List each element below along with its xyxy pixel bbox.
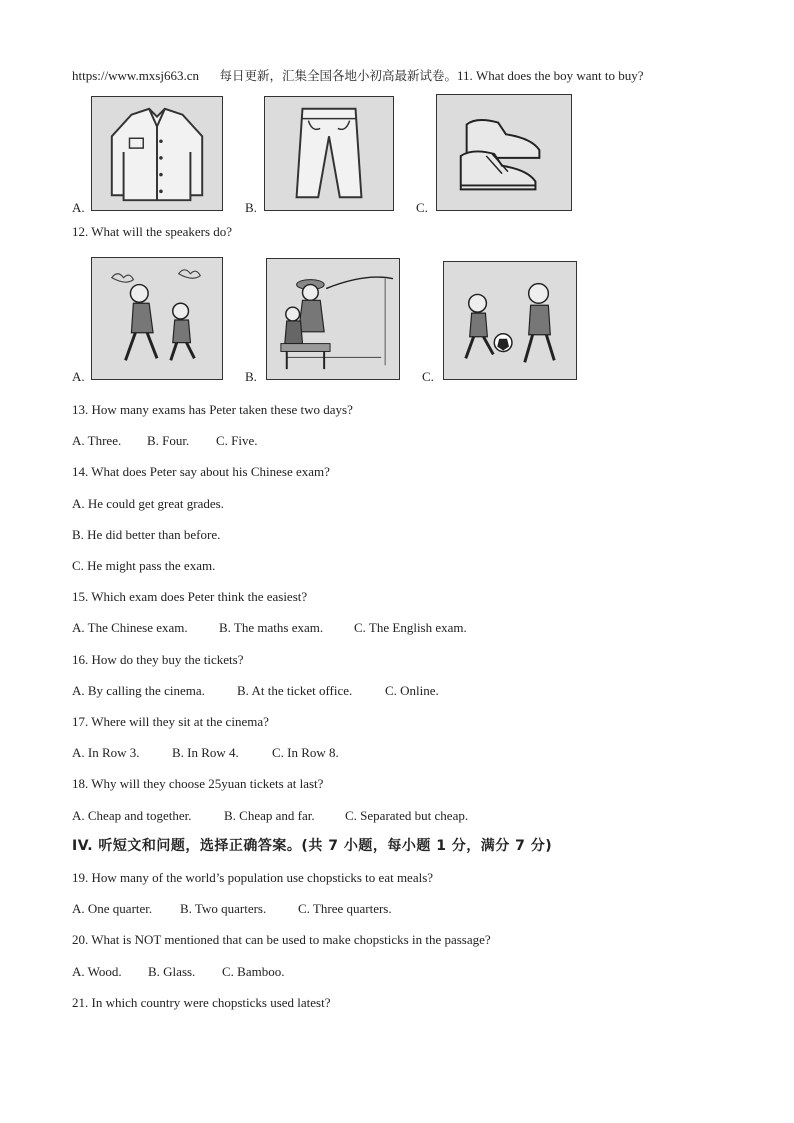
q13-option-b[interactable]: B. Four.	[147, 433, 190, 448]
question-20: 20. What is NOT mentioned that can be used to make chopsticks in the passage?	[72, 932, 491, 947]
question-13: 13. How many exams has Peter taken these two days?	[72, 402, 353, 417]
q12-option-a-letter: A.	[72, 369, 85, 384]
shoes-icon[interactable]	[436, 94, 572, 211]
shirt-icon[interactable]	[91, 96, 223, 211]
q16-option-a[interactable]: A. By calling the cinema.	[72, 683, 205, 698]
question-18: 18. Why will they choose 25yuan tickets at last?	[72, 776, 324, 791]
question-16: 16. How do they buy the tickets?	[72, 652, 244, 667]
q11-option-c-letter: C.	[416, 200, 428, 215]
q18-option-c[interactable]: C. Separated but cheap.	[345, 808, 469, 823]
question-15: 15. Which exam does Peter think the easiest?	[72, 589, 308, 604]
q15-option-b[interactable]: B. The maths exam.	[219, 620, 324, 635]
question-21: 21. In which country were chopsticks used latest?	[72, 995, 331, 1010]
q14-option-b[interactable]: B. He did better than before.	[72, 527, 221, 542]
football-players-icon[interactable]	[443, 261, 577, 380]
q20-option-b[interactable]: B. Glass.	[148, 964, 196, 979]
trousers-icon[interactable]	[264, 96, 394, 211]
q16-option-c[interactable]: C. Online.	[385, 683, 439, 698]
q17-option-c[interactable]: C. In Row 8.	[272, 745, 339, 760]
fishing-people-icon[interactable]	[266, 258, 400, 380]
q14-option-a[interactable]: A. He could get great grades.	[72, 496, 224, 511]
q13-option-a[interactable]: A. Three.	[72, 433, 122, 448]
q20-option-a[interactable]: A. Wood.	[72, 964, 122, 979]
q17-option-b[interactable]: B. In Row 4.	[172, 745, 239, 760]
question-11: 11. What does the boy want to buy?	[457, 68, 644, 83]
question-17: 17. Where will they sit at the cinema?	[72, 714, 269, 729]
q12-option-c-letter: C.	[422, 369, 434, 384]
section-iv-heading: IV. 听短文和问题，选择正确答案。(共 7 小题，每小题 1 分，满分 7 分)	[72, 838, 553, 854]
question-12: 12. What will the speakers do?	[72, 224, 233, 239]
q15-option-c[interactable]: C. The English exam.	[354, 620, 467, 635]
q12-option-b-letter: B.	[245, 369, 257, 384]
header-line	[72, 68, 644, 84]
question-14: 14. What does Peter say about his Chinese exam?	[72, 464, 330, 479]
running-people-icon[interactable]	[91, 257, 223, 380]
q19-option-b[interactable]: B. Two quarters.	[180, 901, 267, 916]
q18-option-a[interactable]: A. Cheap and together.	[72, 808, 192, 823]
site-url[interactable]: https://www.mxsj663.cn	[72, 68, 199, 83]
q19-option-a[interactable]: A. One quarter.	[72, 901, 153, 916]
q18-option-b[interactable]: B. Cheap and far.	[224, 808, 315, 823]
site-slogan: 每日更新，汇集全国各地小初高最新试卷。	[219, 68, 458, 83]
q13-option-c[interactable]: C. Five.	[216, 433, 258, 448]
q19-option-c[interactable]: C. Three quarters.	[298, 901, 392, 916]
q11-option-b-letter: B.	[245, 200, 257, 215]
question-19: 19. How many of the world’s population use chopsticks to eat meals?	[72, 870, 434, 885]
q14-option-c[interactable]: C. He might pass the exam.	[72, 558, 216, 573]
q11-option-a-letter: A.	[72, 200, 85, 215]
q20-option-c[interactable]: C. Bamboo.	[222, 964, 285, 979]
q16-option-b[interactable]: B. At the ticket office.	[237, 683, 353, 698]
q15-option-a[interactable]: A. The Chinese exam.	[72, 620, 188, 635]
q17-option-a[interactable]: A. In Row 3.	[72, 745, 140, 760]
